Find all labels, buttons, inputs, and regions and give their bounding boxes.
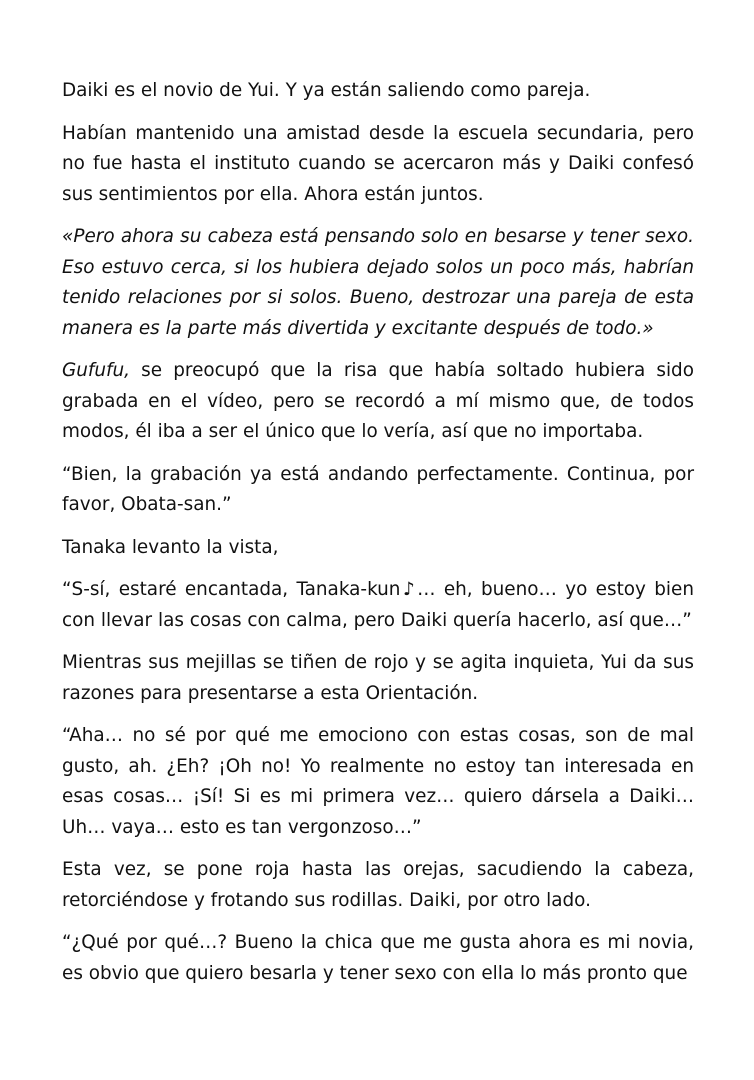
paragraph-1 bbox=[62, 76, 694, 107]
paragraph-4 bbox=[62, 356, 694, 448]
paragraph-text: Daiki es el novio de Yui. Y ya están saliendo como pareja. bbox=[62, 80, 591, 101]
paragraph-2 bbox=[62, 119, 694, 211]
paragraph-text: Habían mantenido una amistad desde la escuela secundaria, pero no fue hasta el instituto cuando se acercaron más y Daiki confesó sus sentimientos por ella. Ahora están juntos. bbox=[62, 122, 694, 205]
document-page bbox=[62, 76, 694, 1001]
paragraph-text: «Pero ahora su cabeza está pensando solo en besarse y tener sexo. Eso estuvo cerca, si los hubiera dejado solos un poco más, habrían tenido relaciones por si solos. Bueno, destrozar una pareja de esta manera es la parte más divertida y excitante después de todo.» bbox=[62, 226, 694, 339]
paragraph-text: Mientras sus mejillas se tiñen de rojo y se agita inquieta, Yui da sus razones para presentarse a esta Orientación. bbox=[62, 652, 694, 704]
paragraph-10 bbox=[62, 855, 694, 916]
paragraph-text: se preocupó que la risa que había soltado hubiera sido grabada en el vídeo, pero se recordó a mí mismo que, de todos modos, él iba a ser el único que lo vería, así que no importaba. bbox=[62, 360, 694, 442]
paragraph-text: “Aha… no sé por qué me emociono con estas cosas, son de mal gusto, ah. ¿Eh? ¡Oh no! Yo realmente no estoy tan interesada en esas cosas… ¡Sí! Si es mi primera vez… quiero dársela a Daiki… Uh… vaya… esto es tan vergonzoso…” bbox=[62, 725, 694, 838]
paragraph-text: “¿Qué por qué…? Bueno la chica que me gusta ahora es mi novia, es obvio que quiero besarla y tener sexo con ella lo más pronto que bbox=[62, 932, 694, 984]
paragraph-text: Tanaka levanto la vista, bbox=[62, 536, 279, 558]
paragraph-11 bbox=[62, 928, 694, 989]
paragraph-6 bbox=[62, 533, 694, 564]
paragraph-9 bbox=[62, 721, 694, 843]
paragraph-lead-italic: Gufufu, bbox=[62, 360, 131, 381]
paragraph-text: “S-sí, estaré encantada, Tanaka-kun♪… eh, bueno… yo estoy bien con llevar las cosas con calma, pero Daiki quería hacerlo, así que…” bbox=[62, 579, 694, 631]
paragraph-text: “Bien, la grabación ya está andando perfectamente. Continua, por favor, Obata-san.” bbox=[62, 463, 694, 515]
paragraph-3-thought bbox=[62, 222, 694, 344]
paragraph-5 bbox=[62, 460, 694, 521]
paragraph-8 bbox=[62, 648, 694, 709]
paragraph-7 bbox=[62, 575, 694, 636]
paragraph-text: Esta vez, se pone roja hasta las orejas, sacudiendo la cabeza, retorciéndose y frotando sus rodillas. Daiki, por otro lado. bbox=[62, 859, 694, 911]
